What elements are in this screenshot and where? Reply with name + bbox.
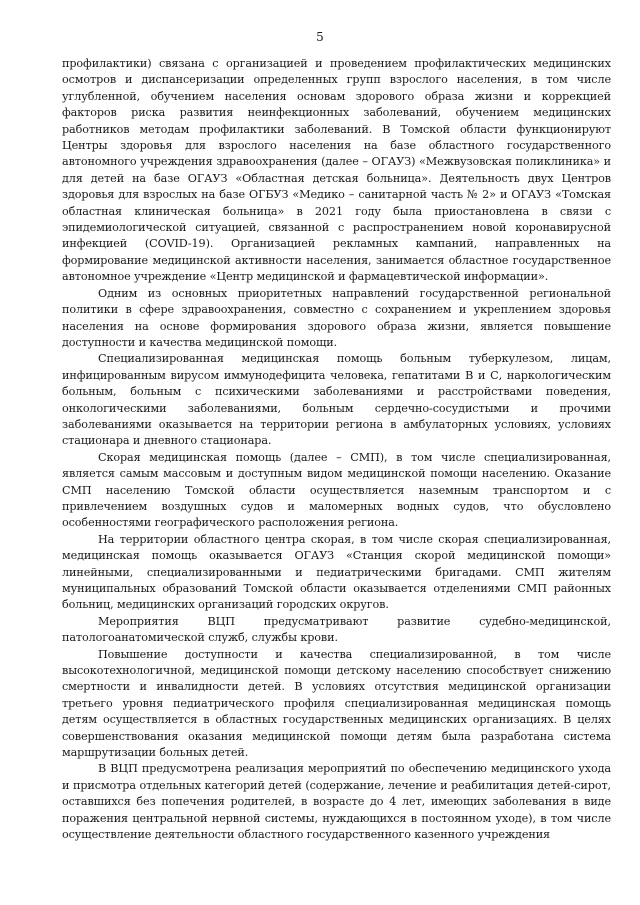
paragraph-emergency-care: Скорая медицинская помощь (далее – СМП), в том числе специализированная, является самым массовым и доступным видом медицинской помощи населению. Оказание СМП населению Томской области осуществляется наземным транспортом и с привлечением воздушных судов и маломерных водных судов, что обусловлено особенностями географического расположения региона.	[62, 450, 611, 530]
paragraph-specialized-care: Специализированная медицинская помощь больным туберкулезом, лицам, инфицированным вирусом иммунодефицита человека, гепатитами В и С, наркологическим больным, больным с психическими заболеваниями и расстройствами поведения, онкологическими заболеваниями, больным сердечно-сосудистыми и прочими заболеваниями оказывается на территории региона в амбулаторных условиях, условиях стационара и дневного стационара.	[62, 352, 611, 448]
paragraph-child-supervision: В ВЦП предусмотрена реализация мероприятий по обеспечению медицинского ухода и присмотра отдельных категорий детей (содержание, лечение и реабилитация детей-сирот, оставшихся без попечения родителей, в возрасте до 4 лет, имеющих заболевания в виде поражения центральной нервной системы, нуждающихся в постоянном уходе), в том числе осуществление деятельности областного государственного казенного учреждения	[62, 762, 611, 842]
paragraph-vcp-measures: Мероприятия ВЦП предусматривают развитие судебно-медицинской, патологоанатомической служб, службы крови.	[62, 614, 611, 645]
paragraph-children-care: Повышение доступности и качества специализированной, в том числе высокотехнологичной, медицинской помощи детскому населению способствует снижению смертности и инвалидности детей. В условиях отсутствия медицинской организации третьего уровня педиатрического профиля специализированная медицинская помощь детям осуществляется в областных государственных медицинских организациях. В целях совершенствования оказания медицинской помощи детям была разработана система маршрутизации больных детей.	[62, 647, 611, 760]
document-body	[62, 56, 611, 844]
paragraph-priorities: Одним из основных приоритетных направлений государственной региональной политики в сфере здравоохранения, совместно с сохранением и укреплением здоровья населения на основе формирования здорового образа жизни, является повышение доступности и качества медицинской помощи.	[62, 286, 611, 349]
page-number: 5	[316, 30, 324, 44]
paragraph-prevention: профилактики) связана с организацией и проведением профилактических медицинских осмотров и диспансеризации определенных групп взрослого населения, в том числе углубленной, обучением населения основам здорового образа жизни и коррекцией факторов риска развития неинфекционных заболеваний, обучением медицинских работников методам профилактики заболеваний. В Томской области функционируют Центры здоровья для взрослого населения на базе областного государственного автономного учреждения здравоохранения (далее – ОГАУЗ) «Межвузовская поликлиника» и для детей на базе ОГАУЗ «Областная детская больница». Деятельность двух Центров здоровья для взрослых на базе ОГБУЗ «Медико – санитарной часть № 2» и ОГАУЗ «Томская областная клиническая больница» в 2021 году была приостановлена в связи с эпидемиологической ситуацией, связанной с распространением новой коронавирусной инфекцией (COVID-19). Организацией рекламных кампаний, направленных на формирование медицинской активности населения, занимается областное государственное автономное учреждение «Центр медицинской и фармацевтической информации».	[62, 57, 611, 284]
paragraph-emergency-station: На территории областного центра скорая, в том числе скорая специализированная, медицинская помощь оказывается ОГАУЗ «Станция скорой медицинской помощи» линейными, специализированными и педиатрическими бригадами. СМП жителям муниципальных образований Томской области оказывается отделениями СМП районных больниц, медицинских организаций городских округов.	[62, 532, 611, 612]
